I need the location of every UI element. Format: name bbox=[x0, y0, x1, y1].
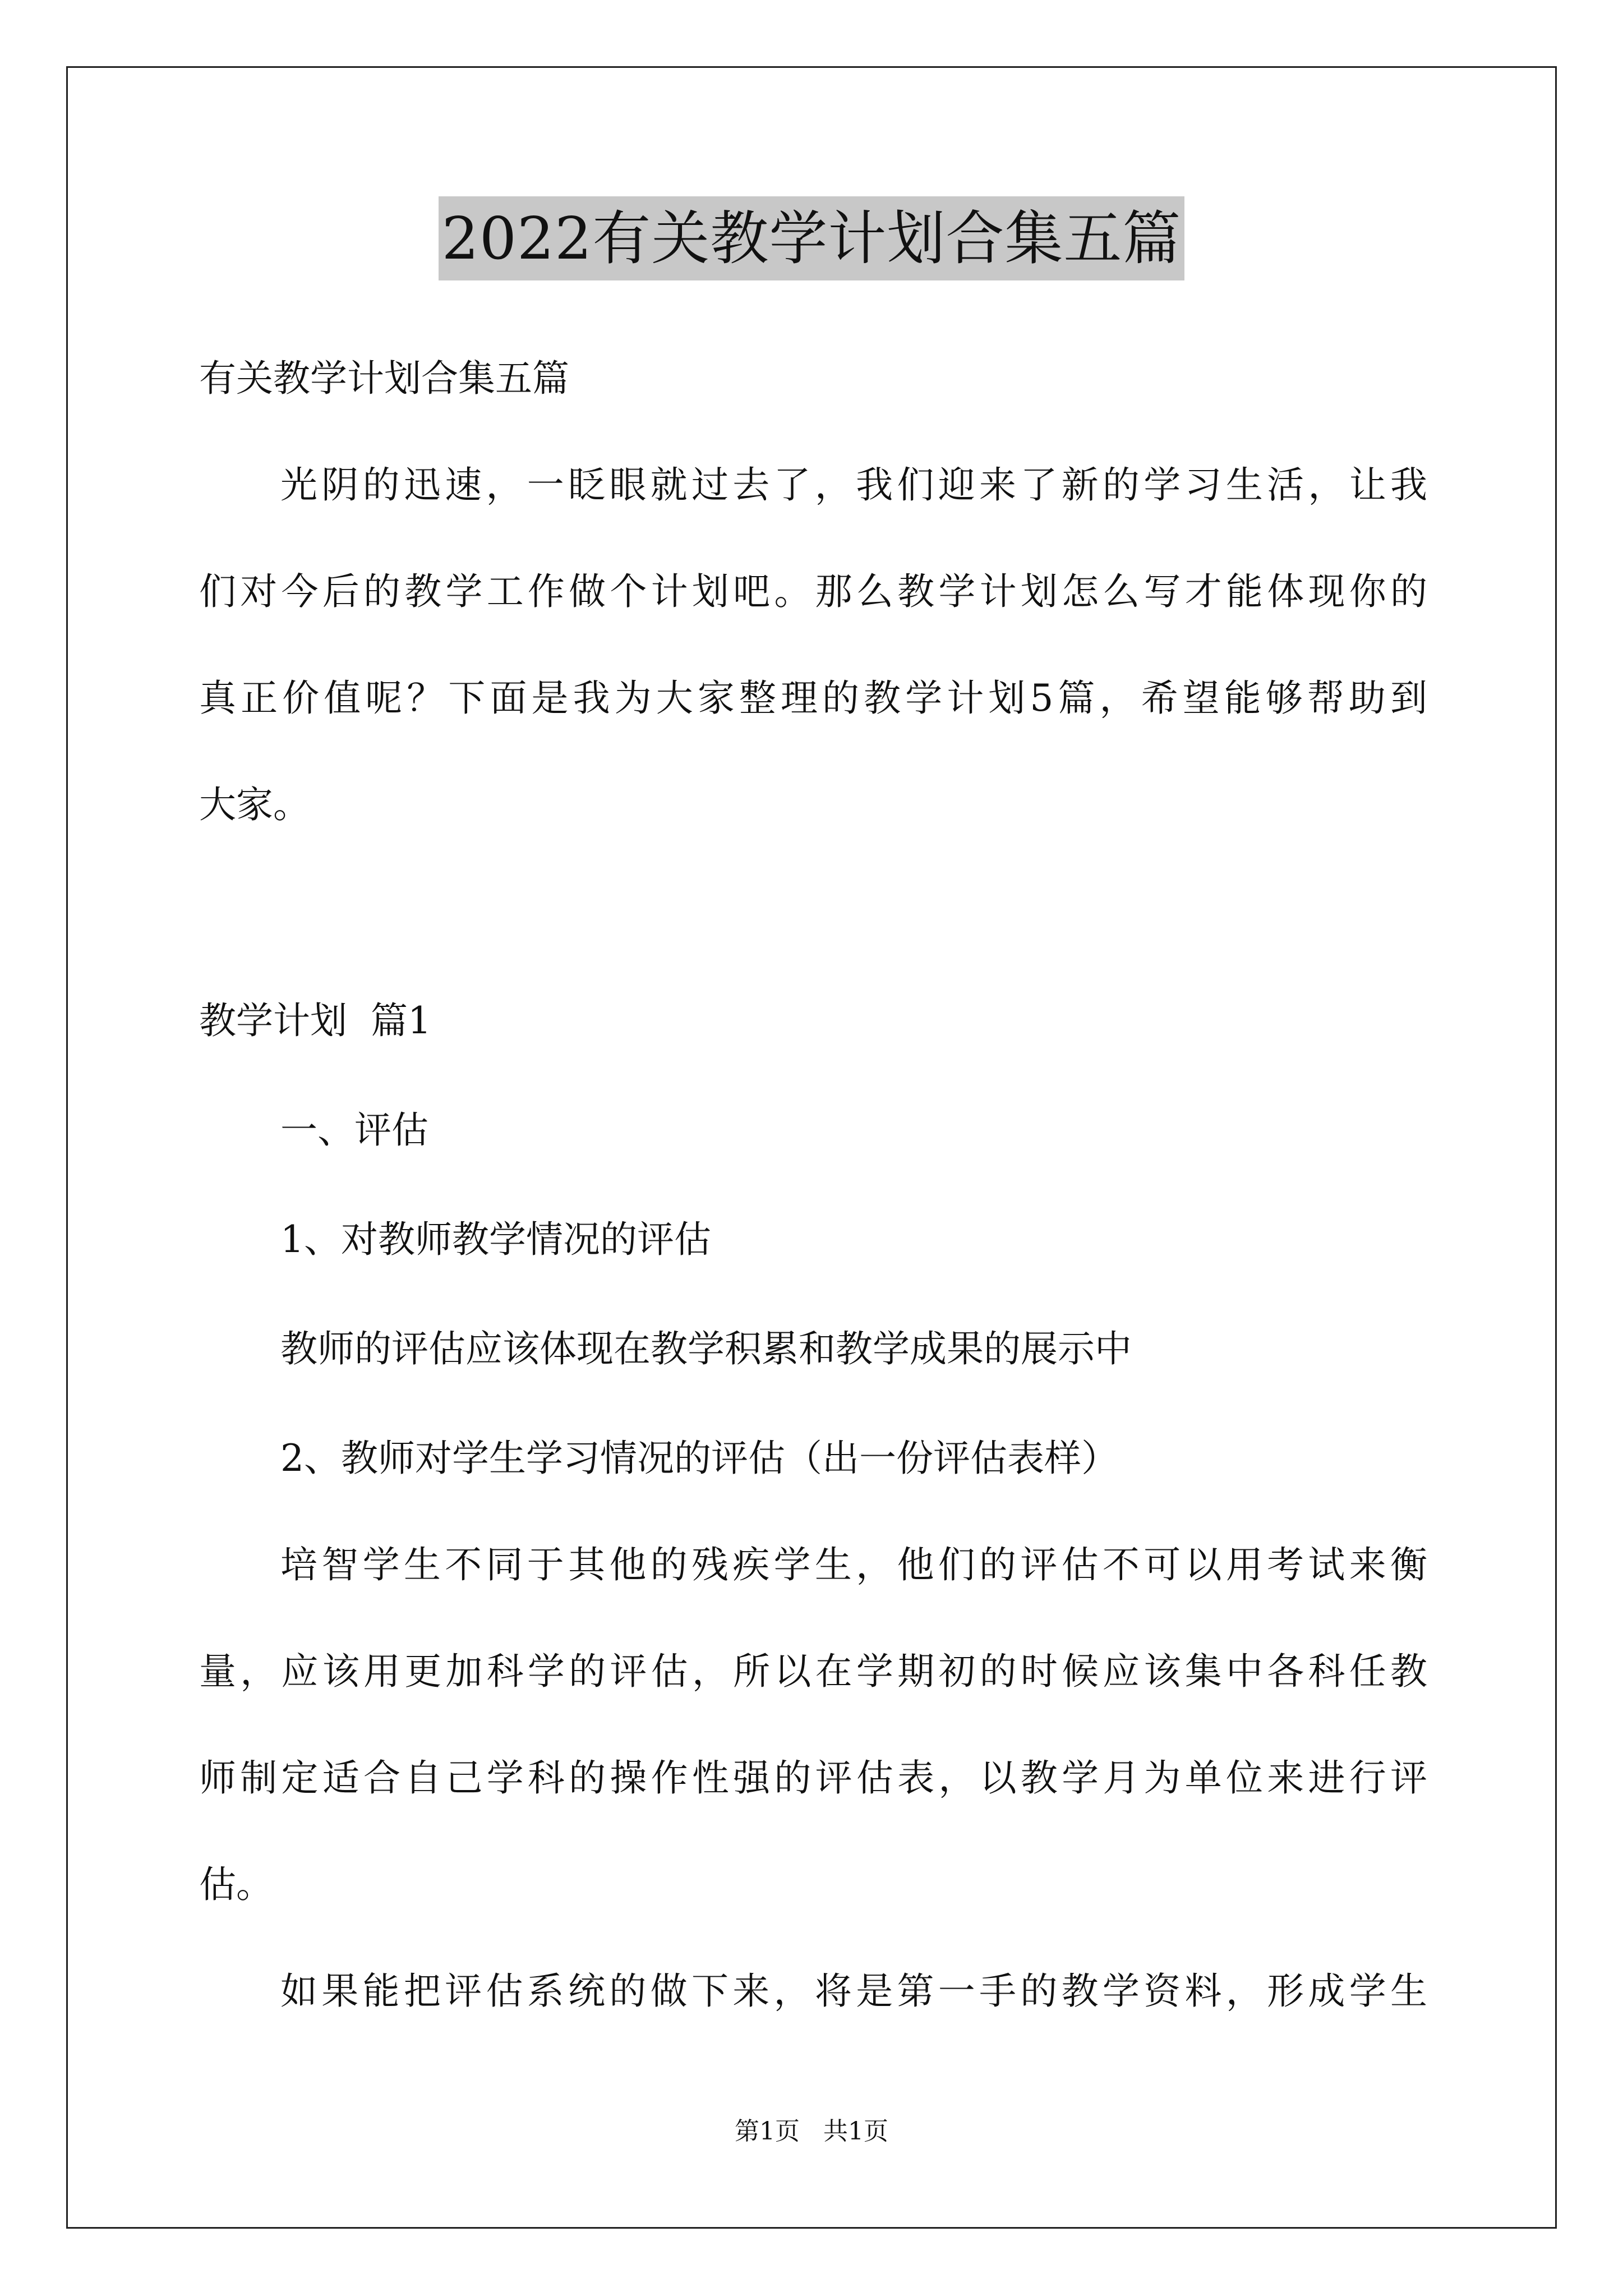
intro-line-4: 大家。 bbox=[199, 783, 310, 826]
intro-line-3: 真正价值呢？下面是我为大家整理的教学计划5篇，希望能够帮助到 bbox=[199, 677, 1427, 720]
page-number-current: 第1页 bbox=[735, 2117, 800, 2146]
item-heading-1-1: 1、对教师教学情况的评估 bbox=[280, 1218, 711, 1261]
title-wrapper bbox=[0, 196, 1623, 280]
intro-line-1: 光阴的迅速，一眨眼就过去了，我们迎来了新的学习生活，让我 bbox=[280, 463, 1427, 507]
page-number-total: 共1页 bbox=[823, 2117, 888, 2146]
item-text-1-1: 教师的评估应该体现在教学积累和教学成果的展示中 bbox=[280, 1327, 1132, 1370]
document-title: 2022有关教学计划合集五篇 bbox=[439, 196, 1185, 280]
intro-line-2: 们对今后的教学工作做个计划吧。那么教学计划怎么写才能体现你的 bbox=[199, 570, 1427, 613]
para-2-line-3: 师制定适合自己学科的操作性强的评估表，以教学月为单位来进行评 bbox=[199, 1756, 1427, 1800]
item-heading-1-2: 2、教师对学生学习情况的评估（出一份评估表样） bbox=[280, 1437, 1118, 1480]
item-heading-1: 一、评估 bbox=[280, 1108, 428, 1152]
para-2-line-4: 估。 bbox=[199, 1863, 273, 1906]
para-2-line-1: 培智学生不同于其他的残疾学生，他们的评估不可以用考试来衡 bbox=[280, 1543, 1427, 1586]
para-2-line-2: 量，应该用更加科学的评估，所以在学期初的时候应该集中各科任教 bbox=[199, 1650, 1427, 1693]
section-heading: 教学计划 篇1 bbox=[199, 999, 431, 1042]
page-footer bbox=[0, 2115, 1623, 2148]
para-3-line-1: 如果能把评估系统的做下来，将是第一手的教学资料，形成学生 bbox=[280, 1970, 1427, 2013]
subtitle: 有关教学计划合集五篇 bbox=[199, 357, 569, 400]
